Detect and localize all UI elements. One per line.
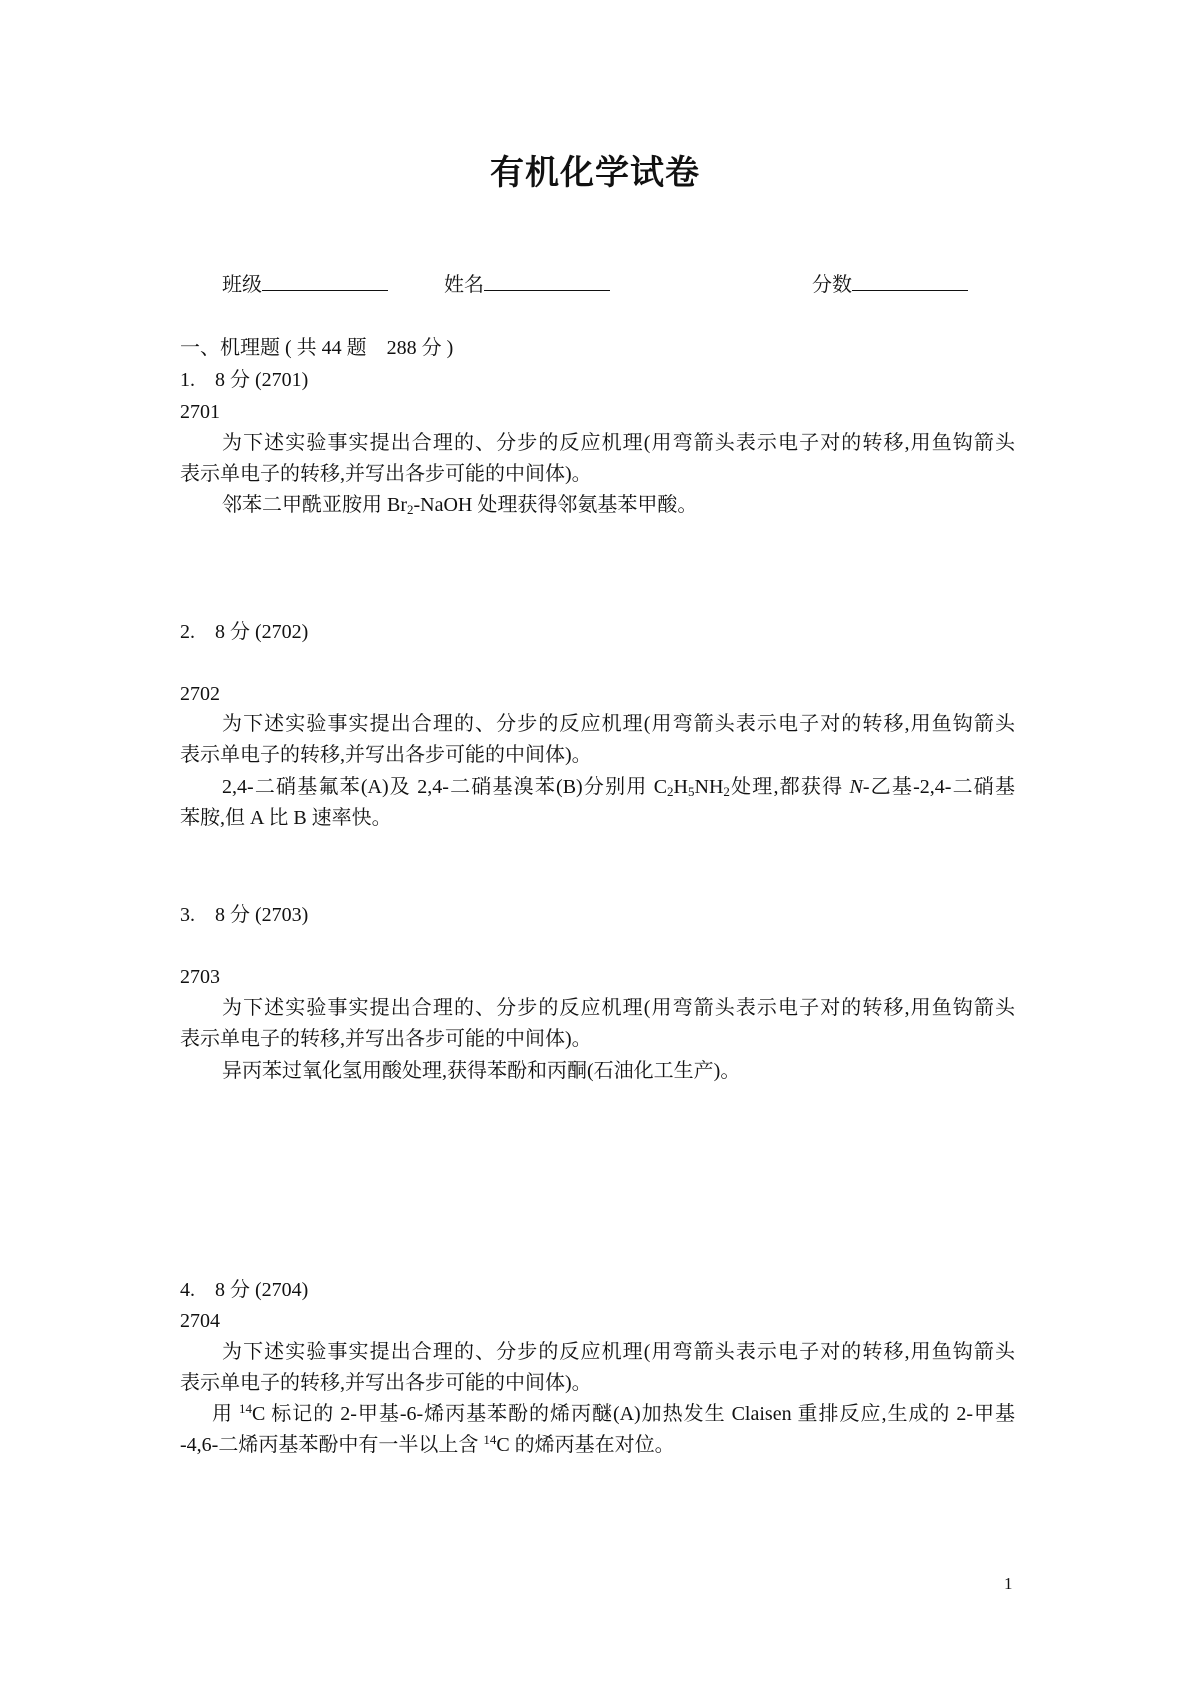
question-code: 2702 xyxy=(180,683,220,705)
question-code: 2704 xyxy=(180,1310,220,1332)
instruction-line: 为下述实验事实提出合理的、分步的反应机理(用弯箭头表示电子对的转移,用鱼钩箭头 xyxy=(222,432,1015,454)
class-field[interactable] xyxy=(222,272,388,298)
question-heading: 1. 8 分 (2701) xyxy=(180,369,309,391)
section-heading: 一、机理题 ( 共 44 题 288 分 ) xyxy=(180,337,454,359)
question-fact: 异丙苯过氧化氢用酸处理,获得苯酚和丙酮(石油化工生产)。 xyxy=(222,1060,741,1082)
class-label: 班级 xyxy=(222,274,262,296)
question-code: 2701 xyxy=(180,401,220,423)
question-heading: 2. 8 分 (2702) xyxy=(180,621,309,643)
page-number: 1 xyxy=(1004,1574,1013,1593)
question-heading: 4. 8 分 (2704) xyxy=(180,1279,309,1301)
name-field[interactable] xyxy=(444,272,610,298)
instruction-line: 表示单电子的转移,并写出各步可能的中间体)。 xyxy=(180,463,592,485)
score-blank[interactable] xyxy=(852,272,968,291)
name-label: 姓名 xyxy=(444,274,484,296)
instruction-line: 表示单电子的转移,并写出各步可能的中间体)。 xyxy=(180,1372,592,1394)
question-fact: 2,4-二硝基氟苯(A)及 2,4-二硝基溴苯(B)分别用 $C_2H_5NH_2$处理,都获得 N-乙基-2,4-二硝基 xyxy=(222,776,1015,799)
instruction-line: 为下述实验事实提出合理的、分步的反应机理(用弯箭头表示电子对的转移,用鱼钩箭头 xyxy=(222,713,1015,735)
score-label: 分数 xyxy=(812,274,852,296)
name-blank[interactable] xyxy=(484,272,610,291)
instruction-line: 表示单电子的转移,并写出各步可能的中间体)。 xyxy=(180,744,592,766)
page-title: 有机化学试卷 xyxy=(490,155,700,192)
instruction-line: 为下述实验事实提出合理的、分步的反应机理(用弯箭头表示电子对的转移,用鱼钩箭头 xyxy=(222,1341,1015,1363)
class-blank[interactable] xyxy=(262,272,388,291)
question-code: 2703 xyxy=(180,966,220,988)
instruction-line: 为下述实验事实提出合理的、分步的反应机理(用弯箭头表示电子对的转移,用鱼钩箭头 xyxy=(222,997,1015,1019)
score-field[interactable] xyxy=(812,272,968,298)
instruction-line: 表示单电子的转移,并写出各步可能的中间体)。 xyxy=(180,1028,592,1050)
question-fact: -4,6-二烯丙基苯酚中有一半以上含 $^{14}$C 的烯丙基在对位。 xyxy=(180,1432,675,1456)
question-fact: 苯胺,但 A 比 B 速率快。 xyxy=(180,807,392,829)
question-heading: 3. 8 分 (2703) xyxy=(180,904,309,926)
question-fact: 用 $^{14}$C 标记的 2-甲基-6-烯丙基苯酚的烯丙醚(A)加热发生 Claisen 重排反应,生成的 2-甲基 xyxy=(212,1401,1016,1425)
question-fact: 邻苯二甲酰亚胺用 $Br_2$-NaOH 处理获得邻氨基苯甲酸。 xyxy=(222,494,698,517)
